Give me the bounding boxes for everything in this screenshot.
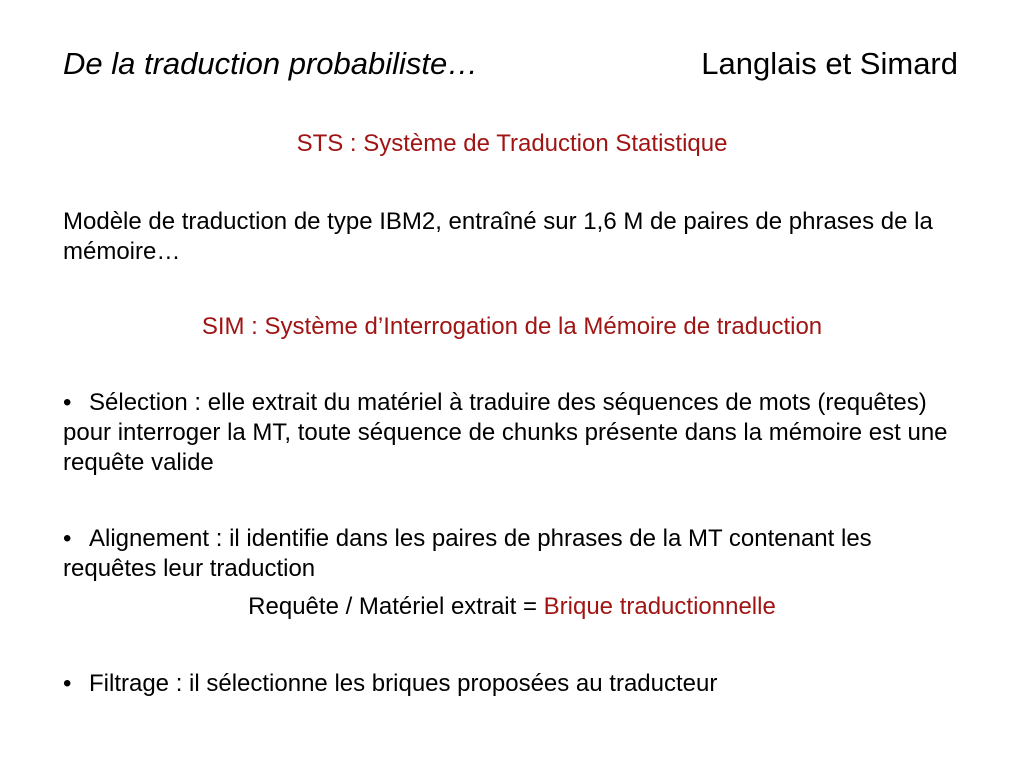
slide-authors: Langlais et Simard	[701, 46, 958, 81]
slide-title: De la traduction probabiliste…	[63, 46, 479, 81]
filtrage-bullet	[63, 669, 963, 699]
equation-right: Brique traductionnelle	[543, 593, 776, 620]
bullet-marker: •	[63, 389, 72, 416]
alignement-bullet	[63, 524, 963, 584]
brique-equation	[0, 593, 1024, 621]
alignement-text: Alignement : il identifie dans les paires de phrases de la MT contenant les requêtes leur traduction	[63, 525, 872, 582]
sts-heading: STS : Système de Traduction Statistique	[296, 130, 728, 157]
selection-text: Sélection : elle extrait du matériel à traduire des séquences de mots (requêtes) pour interroger la MT, toute séquence de chunks présente dans la mémoire est une requête valide	[63, 389, 948, 476]
bullet-marker: •	[63, 525, 72, 552]
bullet-marker: •	[63, 670, 72, 697]
filtrage-text: Filtrage : il sélectionne les briques proposées au traducteur	[89, 670, 718, 697]
selection-bullet	[63, 388, 963, 478]
equation-left: Requête / Matériel extrait =	[248, 593, 544, 620]
sts-description: Modèle de traduction de type IBM2, entraîné sur 1,6 M de paires de phrases de la mémoire…	[63, 208, 933, 265]
sim-heading: SIM : Système d’Interrogation de la Mémoire de traduction	[201, 313, 823, 340]
